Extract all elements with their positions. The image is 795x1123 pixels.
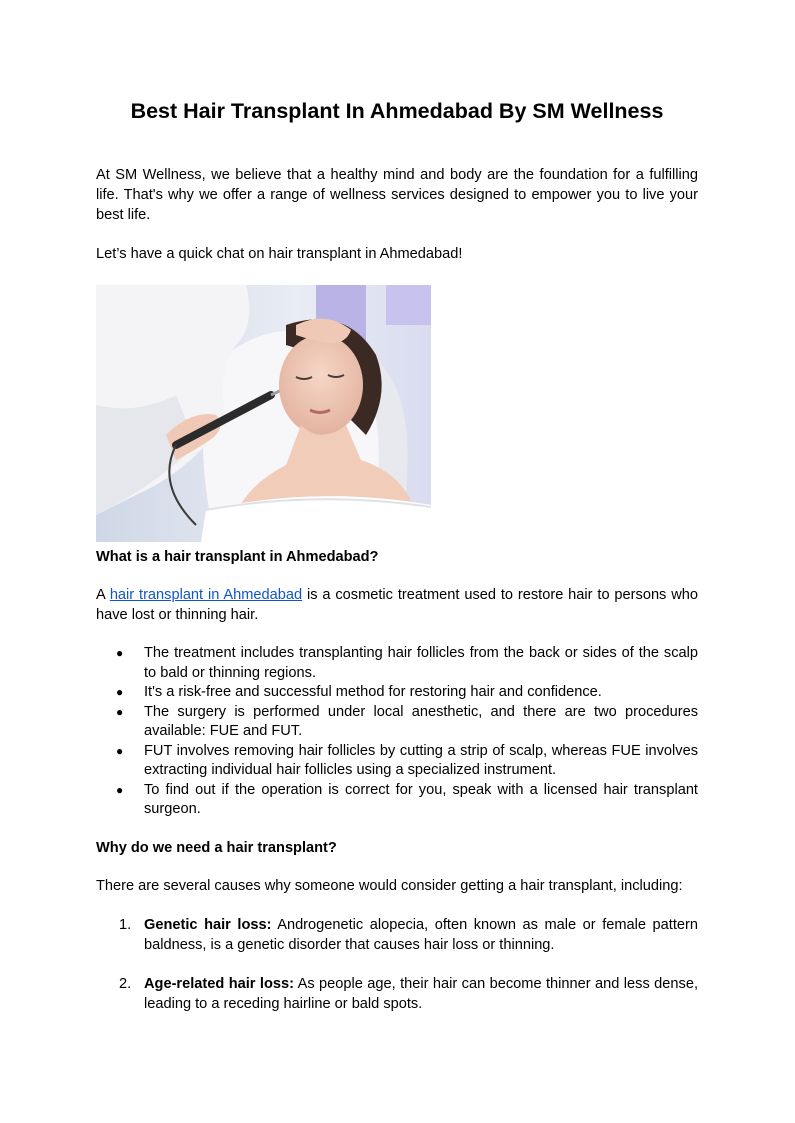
- causes-list: [96, 915, 698, 1033]
- item-number: 1.: [119, 917, 132, 933]
- section2-intro: There are several causes why someone would consider getting a hair transplant, including:: [96, 878, 683, 894]
- list-item: [96, 781, 698, 820]
- list-item: [96, 915, 698, 955]
- bullet-text: The surgery is performed under local anesthetic, and there are two procedures available: FUE and FUT.: [144, 703, 698, 739]
- bullet-text: FUT involves removing hair follicles by cutting a strip of scalp, whereas FUE involves extracting individual hair follicles using a specialized instrument.: [144, 742, 698, 778]
- bullet-text: To find out if the operation is correct for you, speak with a licensed hair transplant surgeon.: [144, 781, 698, 817]
- list-item: [96, 974, 698, 1014]
- list-item: [96, 644, 698, 683]
- document-title: Best Hair Transplant In Ahmedabad By SM Wellness: [130, 99, 664, 123]
- section1-heading: What is a hair transplant in Ahmedabad?: [96, 549, 379, 565]
- bullet-list: [96, 644, 698, 820]
- item-label: Genetic hair loss:: [144, 917, 272, 933]
- bullet-icon: ●: [116, 704, 124, 719]
- list-item: [96, 683, 698, 703]
- item-text: As people age, their hair can become thinner and less dense, leading to a receding hairline or bald spots.: [144, 976, 698, 1012]
- bullet-text: The treatment includes transplanting hair follicles from the back or sides of the scalp to bald or thinning regions.: [144, 645, 698, 681]
- item-label: Age-related hair loss:: [144, 976, 294, 992]
- section1-paragraph: [96, 585, 698, 625]
- hair-transplant-link[interactable]: hair transplant in Ahmedabad: [109, 587, 303, 603]
- bullet-icon: ●: [116, 685, 124, 699]
- list-item: [96, 703, 698, 742]
- intro-paragraph: At SM Wellness, we believe that a healthy mind and body are the foundation for a fulfilling life. That's why we offer a range of wellness services designed to empower you to live your best life.: [96, 167, 698, 223]
- item-number: 2.: [119, 976, 132, 992]
- para-suffix: is a cosmetic treatment used to restore hair to persons who have lost or thinning hair.: [96, 587, 698, 623]
- chat-line: Let’s have a quick chat on hair transplant in Ahmedabad!: [96, 246, 463, 262]
- treatment-photo-illustration: [96, 285, 431, 542]
- bullet-icon: ●: [116, 782, 124, 797]
- bullet-text: It's a risk-free and successful method for restoring hair and confidence.: [144, 684, 602, 700]
- list-item: [96, 742, 698, 781]
- section2-heading: Why do we need a hair transplant?: [96, 840, 337, 856]
- bullet-icon: ●: [116, 646, 124, 660]
- item-text: Androgenetic alopecia, often known as male or female pattern baldness, is a genetic disorder that causes hair loss or thinning.: [144, 917, 698, 953]
- treatment-photo: [96, 285, 431, 542]
- para-prefix: A: [96, 587, 110, 603]
- bullet-icon: ●: [116, 743, 124, 758]
